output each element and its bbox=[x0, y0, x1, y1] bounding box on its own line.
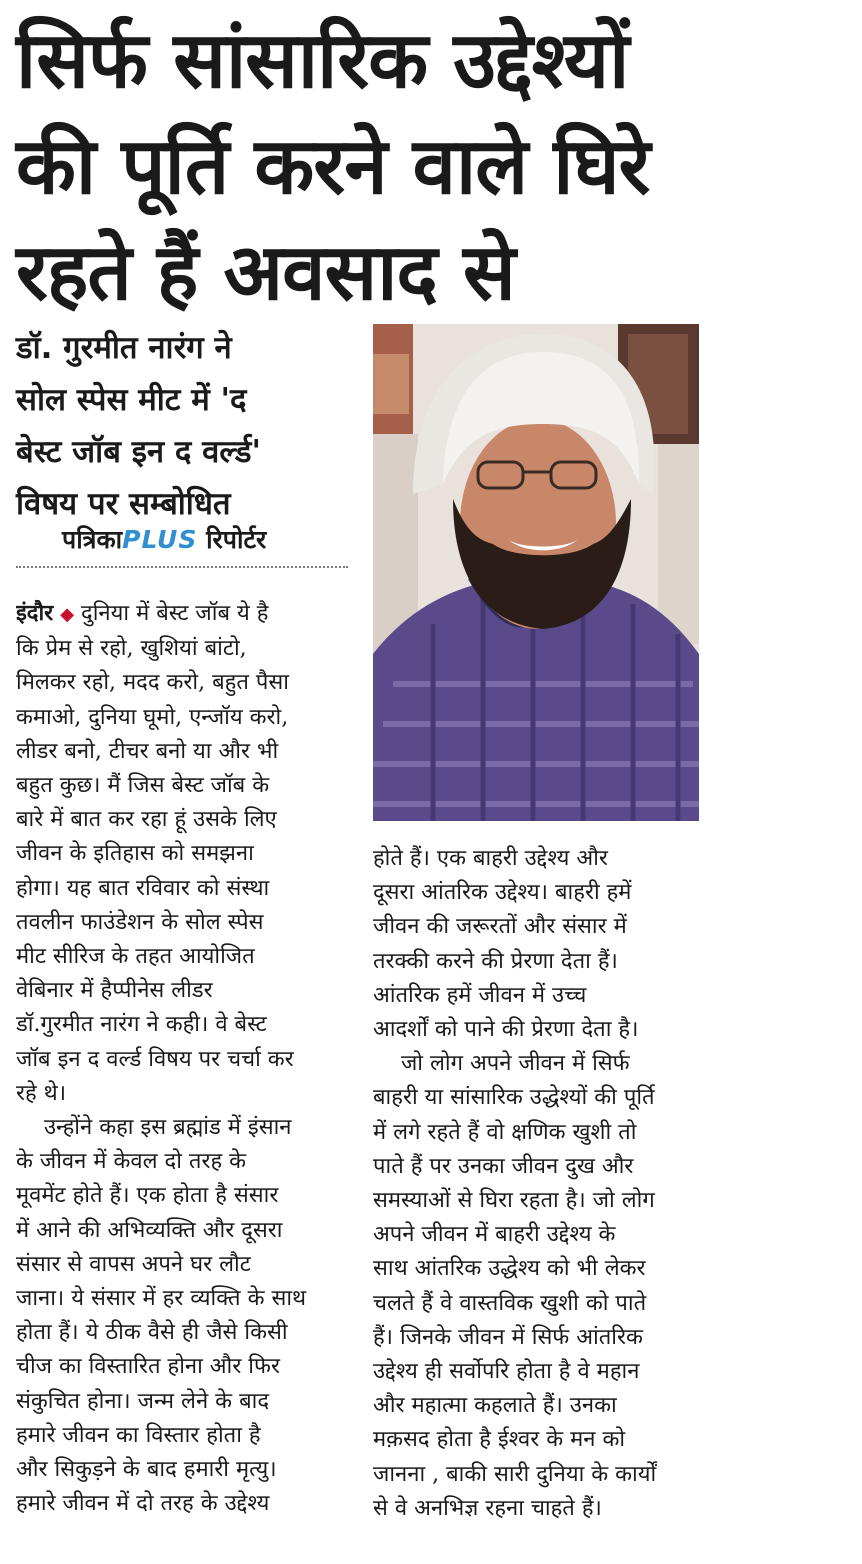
article-line: दूसरा आंतरिक उद्देश्य। बाहरी हमें bbox=[373, 880, 632, 906]
article-line: मूवमेंट होते हैं। एक होता है संसार bbox=[16, 1183, 279, 1209]
article-line: आंतरिक हमें जीवन में उच्च bbox=[373, 982, 587, 1008]
article-column-left bbox=[16, 596, 350, 1521]
dateline-bullet-icon: ◆ bbox=[60, 604, 75, 625]
byline-plus: PLUS bbox=[122, 525, 198, 554]
article-line: समस्याओं से घिरा रहता है। जो लोग bbox=[373, 1188, 655, 1214]
article-line: बाहरी या सांसारिक उद्धेश्यों की पूर्ति bbox=[373, 1085, 655, 1111]
article-line: लीडर बनो, टीचर बनो या और भी bbox=[16, 738, 279, 764]
subheadline-line-4: विषय पर सम्बोधित bbox=[16, 486, 231, 522]
article-line: बारे में बात कर रहा हूं उसके लिए bbox=[16, 807, 277, 833]
article-line: में लगे रहते हैं वो क्षणिक खुशी तो bbox=[373, 1119, 637, 1145]
article-line: जीवन के इतिहास को समझना bbox=[16, 841, 254, 867]
article-line: तरक्की करने की प्रेरणा देता हैं। bbox=[373, 948, 618, 974]
article-line: से वे अनभिज्ञ रहना चाहते हैं। bbox=[373, 1495, 602, 1521]
headline bbox=[16, 8, 846, 326]
article-line: आदर्शों को पाने की प्रेरणा देता है। bbox=[373, 1017, 639, 1043]
article-line: हैं। जिनके जीवन में सिर्फ आंतरिक bbox=[373, 1324, 643, 1350]
subheadline-line-3: बेस्ट जॉब इन द वर्ल्ड' bbox=[16, 434, 261, 470]
article-line: जॉब इन द वर्ल्ड विषय पर चर्चा कर bbox=[16, 1046, 294, 1072]
byline bbox=[62, 522, 266, 556]
article-line: और महात्मा कहलाते हैं। उनका bbox=[373, 1393, 617, 1419]
article-line: उद्देश्य ही सर्वोपरि होता है वे महान bbox=[373, 1359, 640, 1385]
headline-line-3: रहते हैं अवसाद से bbox=[16, 228, 515, 318]
article-line: उन्होंने कहा इस ब्रह्मांड में इंसान bbox=[16, 1115, 292, 1141]
article-line: वेबिनार में हैप्पीनेस लीडर bbox=[16, 978, 213, 1004]
article-text: दुनिया में बेस्ट जॉब ये है bbox=[74, 601, 269, 626]
article-line: बहुत कुछ। मैं जिस बेस्ट जॉब के bbox=[16, 773, 270, 799]
article-line: हमारे जीवन में दो तरह के उद्देश्य bbox=[16, 1491, 270, 1517]
article-line: चलते हैं वे वास्तविक खुशी को पाते bbox=[373, 1290, 647, 1316]
article-line: कि प्रेम से रहो, खुशियां बांटो, bbox=[16, 636, 247, 662]
portrait-photo bbox=[373, 324, 699, 821]
subheadline bbox=[16, 322, 366, 530]
article-line bbox=[16, 596, 350, 632]
article-line: रहे थे। bbox=[16, 1080, 67, 1106]
article-line: होगा। यह बात रविवार को संस्था bbox=[16, 875, 270, 901]
article-line: संकुचित होना। जन्म लेने के बाद bbox=[16, 1388, 270, 1414]
byline-role: रिपोर्टर bbox=[206, 525, 267, 554]
article-line: मिलकर रहो, मदद करो, बहुत पैसा bbox=[16, 670, 289, 696]
article-column-right bbox=[373, 842, 701, 1526]
article-line: के जीवन में केवल दो तरह के bbox=[16, 1149, 247, 1175]
article-line: जो लोग अपने जीवन में सिर्फ bbox=[373, 1051, 630, 1077]
subheadline-line-1: डॉ. गुरमीत नारंग ने bbox=[16, 330, 232, 366]
article-line: पाते हैं पर उनका जीवन दुख और bbox=[373, 1153, 634, 1179]
article-line: अपने जीवन में बाहरी उद्देश्य के bbox=[373, 1222, 616, 1248]
article-line: में आने की अभिव्यक्ति और दूसरा bbox=[16, 1217, 283, 1243]
byline-divider bbox=[16, 566, 348, 568]
article-line: डॉ.गुरमीत नारंग ने कही। वे बेस्ट bbox=[16, 1012, 267, 1038]
article-line: संसार से वापस अपने घर लौट bbox=[16, 1251, 251, 1277]
article-line: मक़सद होता है ईश्वर के मन को bbox=[373, 1427, 626, 1453]
article-line: साथ आंतरिक उद्धेश्य को भी लेकर bbox=[373, 1256, 646, 1282]
article-line: होता हैं। ये ठीक वैसे ही जैसे किसी bbox=[16, 1320, 288, 1346]
article-line: चीज का विस्तारित होना और फिर bbox=[16, 1354, 280, 1380]
article-line: जानना , बाकी सारी दुनिया के कार्यों bbox=[373, 1461, 657, 1487]
article-line: जीवन की जरूरतों और संसार में bbox=[373, 914, 627, 940]
dateline-place: इंदौर bbox=[16, 600, 54, 626]
headline-line-1: सिर्फ सांसारिक उद्देश्यों bbox=[16, 16, 629, 106]
article-line: हमारे जीवन का विस्तार होता है bbox=[16, 1422, 261, 1448]
article-line: कमाओ, दुनिया घूमो, एन्जॉय करो, bbox=[16, 704, 289, 730]
article-line: होते हैं। एक बाहरी उद्देश्य और bbox=[373, 846, 608, 871]
article-line: तवलीन फाउंडेशन के सोल स्पेस bbox=[16, 909, 264, 935]
portrait-illustration bbox=[373, 324, 699, 821]
headline-line-2: की पूर्ति करने वाले घिरे bbox=[16, 122, 650, 212]
subheadline-line-2: सोल स्पेस मीट में 'द bbox=[16, 382, 247, 418]
byline-brand: पत्रिका bbox=[62, 525, 123, 554]
article-line: मीट सीरिज के तहत आयोजित bbox=[16, 944, 255, 970]
article-line: और सिकुड़ने के बाद हमारी मृत्यु। bbox=[16, 1457, 277, 1483]
article-line: जाना। ये संसार में हर व्यक्ति के साथ bbox=[16, 1286, 307, 1312]
